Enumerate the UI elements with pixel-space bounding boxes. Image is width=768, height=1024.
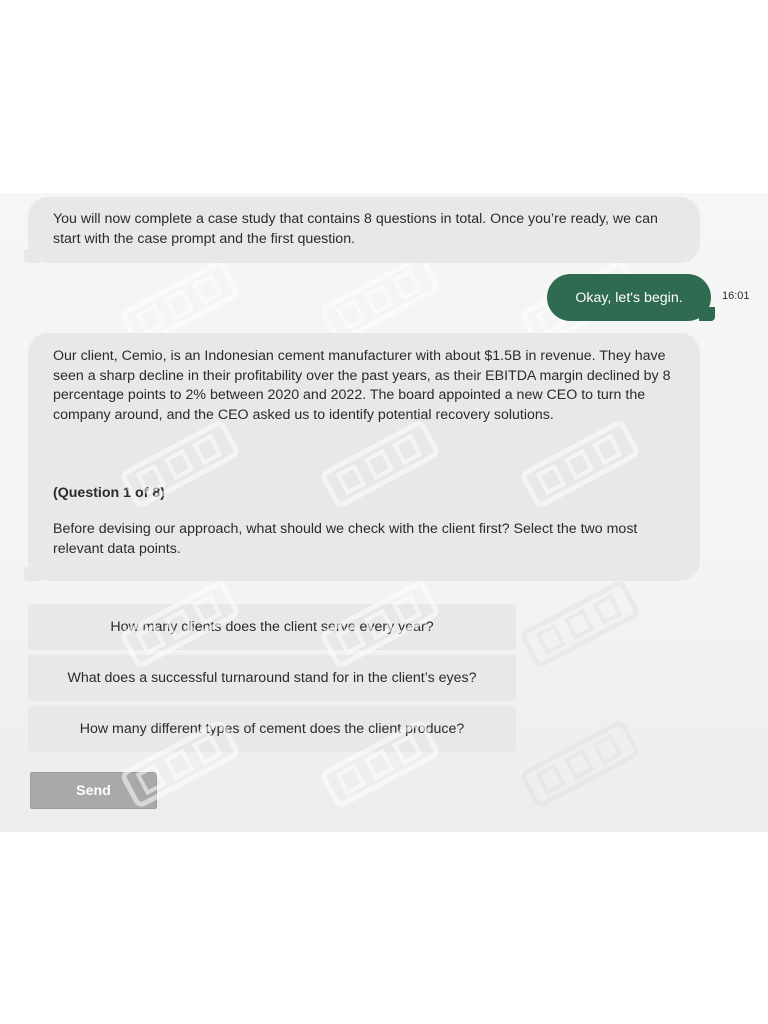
intro-text: You will now complete a case study that contains 8 questions in total. Once you’re ready, we can start with the case prompt and the first question. [53, 211, 658, 247]
user-message-text: Okay, let's begin. [575, 289, 683, 306]
bot-message-intro [28, 197, 700, 263]
answer-option-label: What does a successful turnaround stand for in the client’s eyes? [67, 670, 477, 686]
send-button[interactable] [30, 772, 157, 809]
top-blank-area [0, 0, 768, 193]
message-timestamp: 16:01 [722, 290, 750, 302]
answer-option[interactable] [28, 706, 516, 752]
answer-option-label: How many different types of cement does the client produce? [79, 721, 465, 737]
question-label: (Question 1 of 8) [53, 485, 165, 502]
send-button-label: Send [76, 782, 111, 799]
bottom-blank-area [0, 832, 768, 1024]
answer-option[interactable] [28, 655, 516, 701]
question-text: Before devising our approach, what should we check with the client first? Select the two most relevant data points. [53, 520, 638, 557]
user-message [547, 274, 711, 321]
bot-message-case-prompt [28, 333, 700, 581]
case-prompt-text: Our client, Cemio, is an Indonesian cement manufacturer with about $1.5B in revenue. They have seen a sharp decline in their profitability over the past years, as their EBITDA margin declined by 8 percentage points to 2% between 2020 and 2022. The board appointed a new CEO to turn the company around, and the CEO asked us to identify potential recovery solutions. [53, 348, 671, 423]
answer-option-label: How many clients does the client serve every year? [110, 619, 434, 635]
answer-option[interactable] [28, 604, 516, 650]
